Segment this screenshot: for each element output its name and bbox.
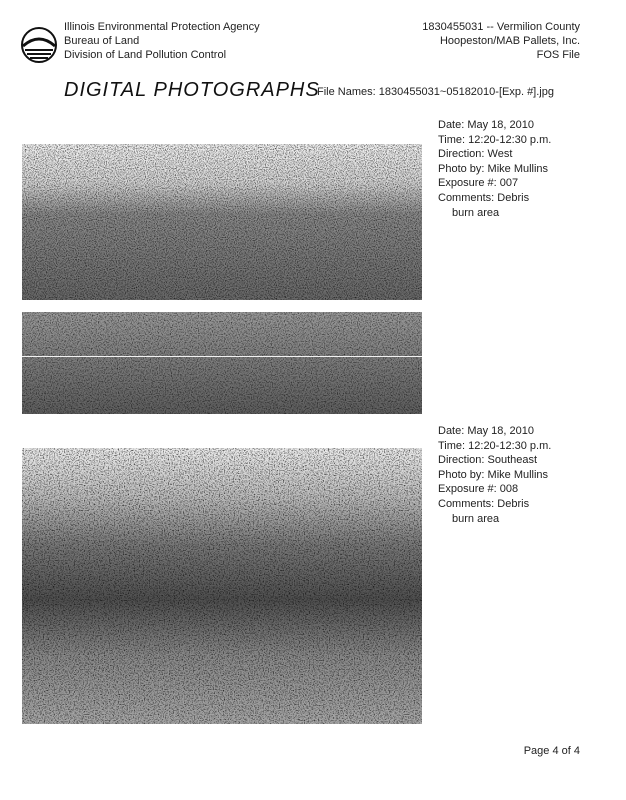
- photo-caption-007: [438, 118, 551, 220]
- photo-strip: [22, 312, 422, 414]
- photo-strip-divider: [22, 356, 422, 357]
- illinois-epa-logo: [20, 26, 58, 64]
- caption-comments: Comments: Debris: [438, 191, 530, 204]
- caption-direction: Direction: West: [438, 148, 513, 161]
- agency-block: [64, 20, 260, 62]
- caption-date: Date: May 18, 2010: [438, 425, 535, 437]
- caption-photographer: Photo by: Mike Mullins: [438, 468, 549, 481]
- caption-exposure: Exposure #: 008: [438, 483, 519, 496]
- caption-date: Date: May 18, 2010: [438, 119, 535, 131]
- file-type: FOS File: [536, 49, 580, 61]
- caption-time: Time: 12:20-12:30 p.m.: [438, 133, 552, 146]
- caption-exposure: Exposure #: 007: [438, 177, 519, 190]
- caption-comments: Comments: Debris: [438, 497, 530, 510]
- caption-time: Time: 12:20-12:30 p.m.: [438, 439, 552, 452]
- page-number: Page 4 of 4: [523, 745, 580, 757]
- site-id-county: 1830455031 -- Vermilion County: [422, 21, 580, 33]
- caption-photographer: Photo by: Mike Mullins: [438, 162, 549, 175]
- page-title: DIGITAL PHOTOGRAPHS: [64, 79, 320, 101]
- bureau-name: Bureau of Land: [64, 35, 140, 47]
- photo-exposure-007: [22, 144, 422, 300]
- site-block: [422, 20, 580, 62]
- site-name: Hoopeston/MAB Pallets, Inc.: [439, 35, 580, 47]
- agency-name: Illinois Environmental Protection Agency: [64, 21, 260, 33]
- division-name: Division of Land Pollution Control: [64, 49, 227, 61]
- caption-direction: Direction: Southeast: [438, 454, 538, 467]
- photo-caption-008: [438, 424, 551, 526]
- file-names: File Names: 1830455031~05182010-[Exp. #].jpg: [317, 86, 554, 98]
- caption-comments-continued: burn area: [452, 206, 500, 219]
- caption-comments-continued: burn area: [452, 512, 500, 525]
- photo-exposure-008: [22, 448, 422, 724]
